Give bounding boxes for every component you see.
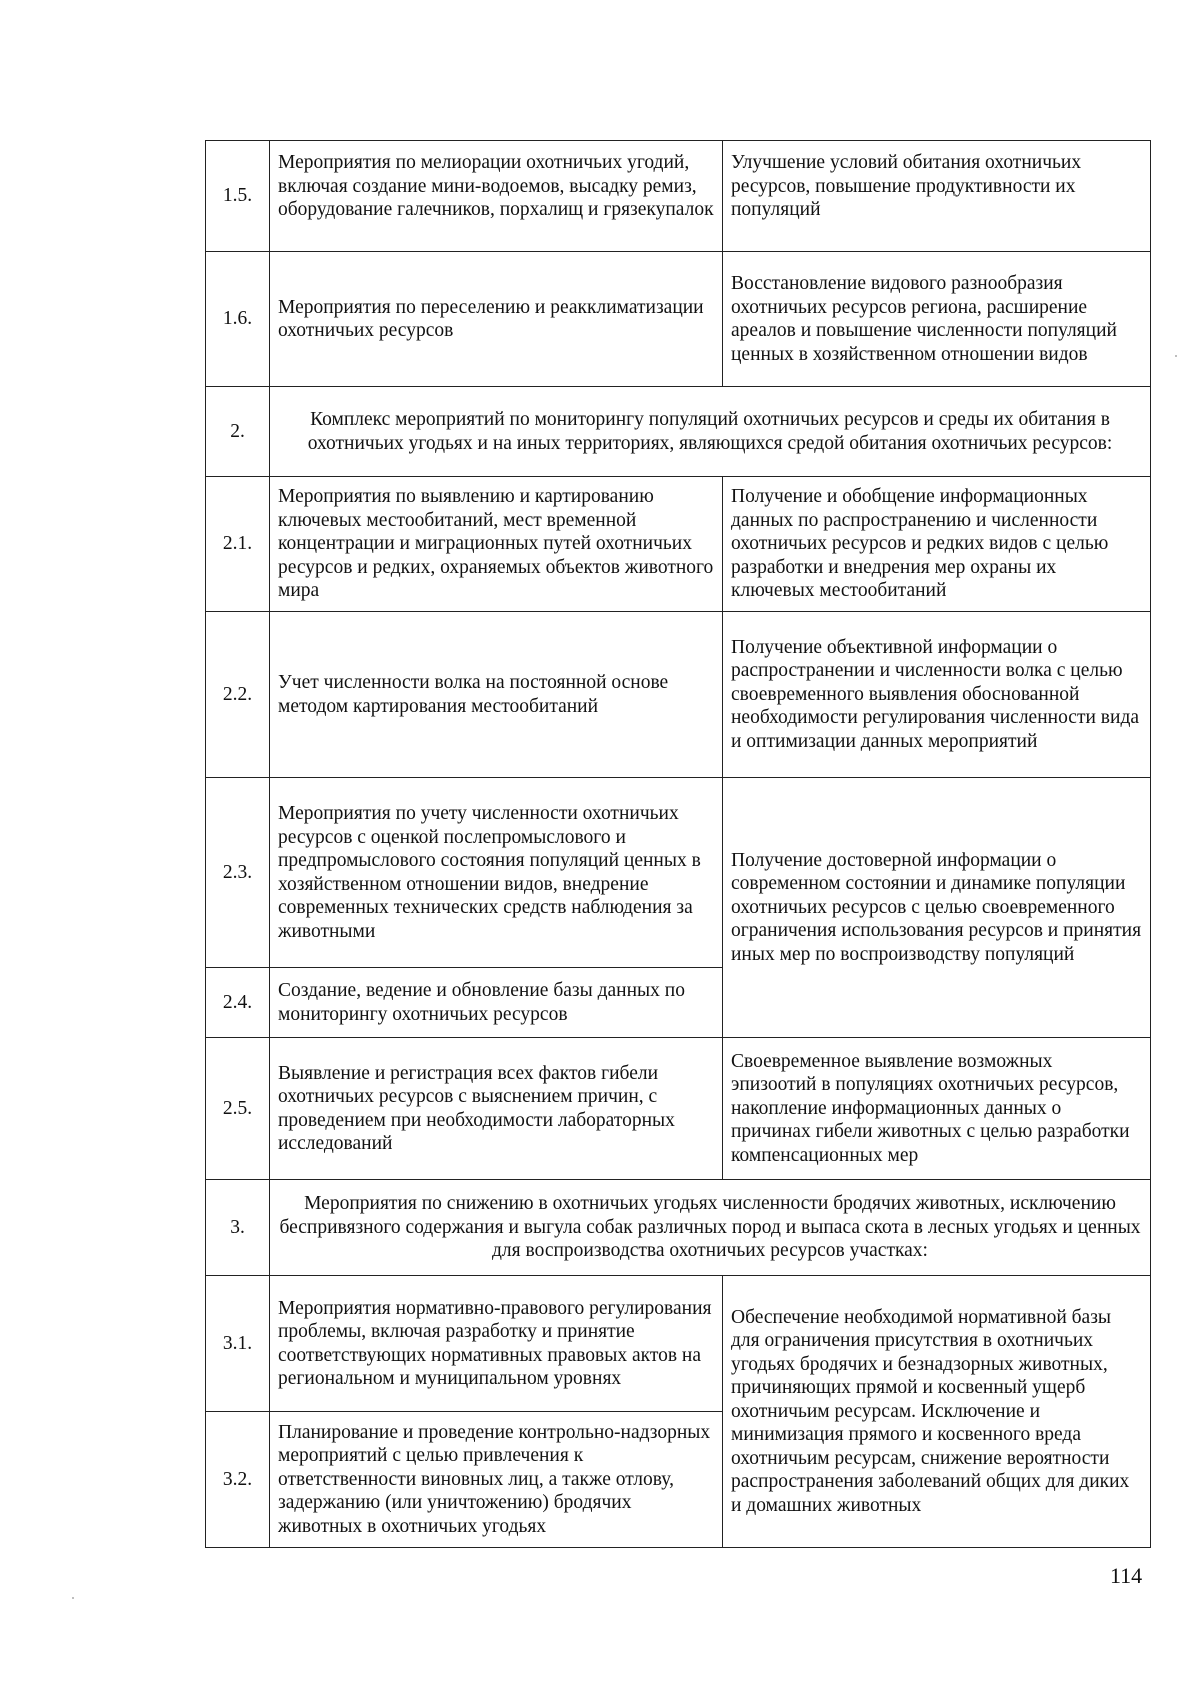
row-number: 1.6. (206, 252, 270, 387)
row-number: 1.5. (206, 141, 270, 252)
section-row (206, 1180, 1151, 1276)
scan-speck (1175, 355, 1177, 357)
section-heading: Мероприятия по снижению в охотничьих угодьях численности бродячих животных, исключению беспривязного содержания и выгула собак различных пород и выпаса скота в лесных угодьях и ценных для воспроизводства охотничьих ресурсов участках: (270, 1180, 1151, 1276)
measure-description: Мероприятия по переселению и реакклиматизации охотничьих ресурсов (270, 252, 723, 387)
expected-result: Получение достоверной информации о современном состоянии и динамике популяции охотничьих ресурсов с целью своевременного ограничения использования ресурсов и принятия иных мер по воспроизводству популяций (723, 778, 1151, 1038)
row-number: 2.4. (206, 968, 270, 1038)
row-number: 3.2. (206, 1412, 270, 1548)
section-heading: Комплекс мероприятий по мониторингу популяций охотничьих ресурсов и среды их обитания в охотничьих угодьях и на иных территориях, являющихся средой обитания охотничьих ресурсов: (270, 387, 1151, 477)
row-number: 2.3. (206, 778, 270, 968)
expected-result: Своевременное выявление возможных эпизоотий в популяциях охотничьих ресурсов, накопление информационных данных о причинах гибели животных с целью разработки компенсационных мер (723, 1038, 1151, 1180)
row-number: 2.2. (206, 612, 270, 778)
measure-description: Выявление и регистрация всех фактов гибели охотничьих ресурсов с выяснением причин, с проведением при необходимости лабораторных исследований (270, 1038, 723, 1180)
page-number: 114 (1110, 1563, 1143, 1588)
table-row (206, 778, 1151, 968)
scan-speck (72, 1597, 74, 1599)
section-number: 3. (206, 1180, 270, 1276)
measures-table (205, 140, 1151, 1548)
section-row (206, 387, 1151, 477)
table-row (206, 1038, 1151, 1180)
measure-description: Учет численности волка на постоянной основе методом картирования местообитаний (270, 612, 723, 778)
row-number: 3.1. (206, 1276, 270, 1412)
expected-result: Получение и обобщение информационных данных по распространению и численности охотничьих ресурсов и редких видов с целью разработки и внедрения мер охраны их ключевых местообитаний (723, 477, 1151, 612)
row-number: 2.5. (206, 1038, 270, 1180)
table-row (206, 612, 1151, 778)
measure-description: Планирование и проведение контрольно-надзорных мероприятий с целью привлечения к ответственности виновных лиц, а также отлову, задержанию (или уничтожению) бродячих животных в охотничьих угодьях (270, 1412, 723, 1548)
expected-result: Улучшение условий обитания охотничьих ресурсов, повышение продуктивности их популяций (723, 141, 1151, 252)
row-number: 2.1. (206, 477, 270, 612)
section-number: 2. (206, 387, 270, 477)
table-row (206, 1276, 1151, 1412)
expected-result: Восстановление видового разнообразия охотничьих ресурсов региона, расширение ареалов и повышение численности популяций ценных в хозяйственном отношении видов (723, 252, 1151, 387)
table-row (206, 141, 1151, 252)
measure-description: Мероприятия по учету численности охотничьих ресурсов с оценкой послепромыслового и предпромыслового состояния популяций ценных в хозяйственном отношении видов, внедрение современных технических средств наблюдения за животными (270, 778, 723, 968)
measure-description: Мероприятия по мелиорации охотничьих угодий, включая создание мини-водоемов, высадку ремиз, оборудование галечников, порхалищ и грязекупалок (270, 141, 723, 252)
expected-result: Получение объективной информации о распространении и численности волка с целью своевременного выявления обоснованной необходимости регулирования численности вида и оптимизации данных мероприятий (723, 612, 1151, 778)
table-row (206, 477, 1151, 612)
measure-description: Мероприятия по выявлению и картированию ключевых местообитаний, мест временной концентрации и миграционных путей охотничьих ресурсов и редких, охраняемых объектов животного мира (270, 477, 723, 612)
measure-description: Создание, ведение и обновление базы данных по мониторингу охотничьих ресурсов (270, 968, 723, 1038)
table-row (206, 252, 1151, 387)
measure-description: Мероприятия нормативно-правового регулирования проблемы, включая разработку и принятие соответствующих нормативных правовых актов на региональном и муниципальном уровнях (270, 1276, 723, 1412)
expected-result: Обеспечение необходимой нормативной базы для ограничения присутствия в охотничьих угодьях бродячих и безнадзорных животных, причиняющих прямой и косвенный ущерб охотничьим ресурсам. Исключение и минимизация прямого и косвенного вреда охотничьим ресурсам, снижение вероятности распространения заболеваний общих для диких и домашних животных (723, 1276, 1151, 1548)
